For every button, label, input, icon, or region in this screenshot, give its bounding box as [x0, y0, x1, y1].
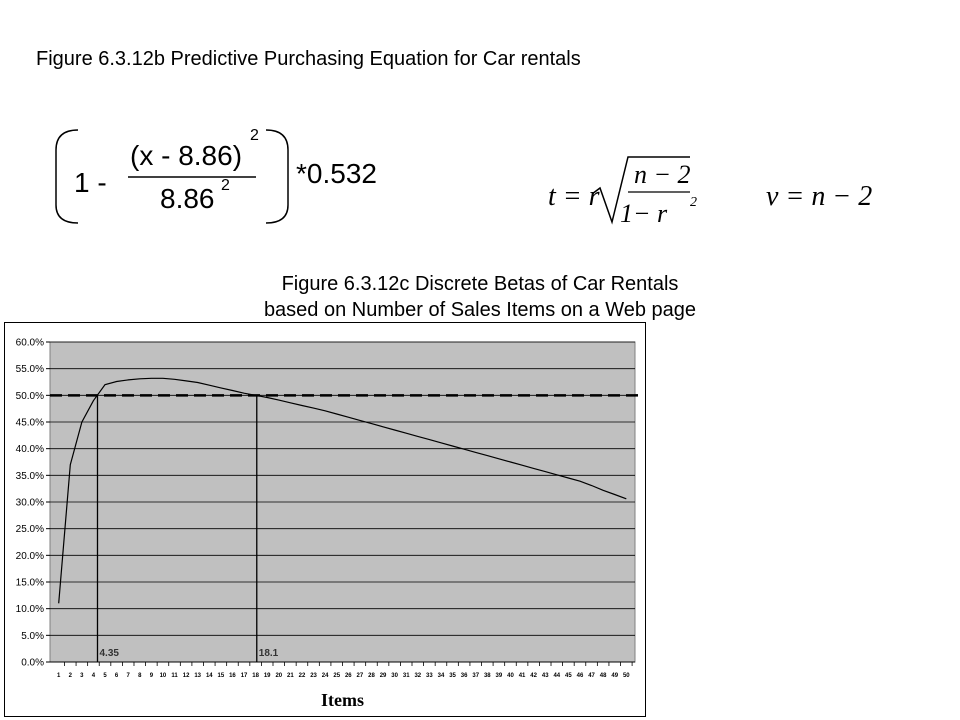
x-tick-label: 47: [588, 673, 595, 679]
x-tick-label: 43: [541, 673, 549, 679]
denominator-text: 8.86: [160, 183, 215, 214]
x-tick-label: 21: [287, 673, 294, 679]
x-tick-label: 49: [611, 673, 619, 679]
equation-figure-caption: Figure 6.3.12b Predictive Purchasing Equation for Car rentals: [36, 48, 581, 70]
v-equation: v = n − 2: [766, 181, 873, 212]
x-tick-label: 1: [57, 673, 61, 679]
x-tick-label: 20: [275, 673, 283, 679]
x-tick-label: 15: [217, 673, 225, 679]
t-equation-lhs: t = r: [548, 181, 600, 212]
multiplier-text: *0.532: [296, 158, 377, 189]
one-minus-text: 1 -: [74, 167, 107, 198]
x-tick-label: 45: [565, 673, 572, 679]
chart-title-line-1: Figure 6.3.12c Discrete Betas of Car Rentals: [281, 273, 679, 295]
numerator-text: (x - 8.86): [130, 140, 243, 171]
y-axis-ticks: [16, 338, 50, 669]
x-tick-label: 7: [126, 673, 130, 679]
x-tick-label: 38: [483, 673, 491, 679]
y-tick-label: 50.0%: [15, 390, 44, 402]
numerator-exponent: 2: [250, 127, 259, 144]
x-tick-label: 40: [507, 673, 514, 679]
denominator-exponent: 2: [221, 177, 230, 194]
x-tick-label: 37: [472, 673, 480, 679]
x-tick-label: 17: [240, 673, 248, 679]
x-tick-label: 32: [414, 673, 422, 679]
y-tick-label: 30.0%: [15, 497, 44, 509]
x-tick-label: 13: [194, 673, 202, 679]
x-tick-label: 30: [391, 673, 398, 679]
y-tick-label: 45.0%: [15, 417, 44, 429]
marker-label: 4.35: [99, 648, 119, 659]
marker-label: 18.1: [258, 648, 279, 659]
x-tick-label: 35: [449, 673, 456, 679]
x-tick-label: 46: [576, 673, 584, 679]
x-tick-label: 34: [437, 673, 445, 679]
x-tick-label: 4: [91, 673, 96, 679]
x-tick-label: 26: [344, 673, 352, 679]
x-tick-label: 8: [138, 673, 142, 679]
x-tick-label: 10: [159, 673, 167, 679]
chart-title-line-2: based on Number of Sales Items on a Web page: [263, 299, 697, 321]
x-tick-label: 18: [252, 673, 259, 679]
y-tick-label: 60.0%: [15, 337, 44, 349]
y-tick-label: 55.0%: [15, 364, 44, 376]
x-tick-label: 2: [68, 673, 72, 679]
y-tick-label: 35.0%: [15, 470, 44, 482]
x-axis-label: Items: [321, 690, 364, 710]
y-tick-label: 25.0%: [15, 524, 44, 536]
x-tick-label: 50: [622, 673, 630, 679]
x-tick-label: 16: [229, 673, 236, 679]
y-tick-label: 40.0%: [15, 444, 44, 456]
t-equation-denominator: 1− r: [620, 199, 668, 228]
x-tick-label: 25: [333, 673, 341, 679]
x-tick-label: 36: [460, 673, 468, 679]
x-tick-label: 11: [171, 673, 178, 679]
t-equation-numerator: n − 2: [634, 160, 691, 189]
x-tick-label: 24: [321, 673, 329, 679]
x-tick-label: 42: [530, 673, 537, 679]
x-tick-label: 9: [149, 673, 154, 679]
x-tick-label: 44: [553, 673, 561, 679]
y-tick-label: 20.0%: [15, 550, 44, 562]
x-tick-label: 27: [356, 673, 364, 679]
x-tick-label: 6: [114, 673, 119, 679]
x-tick-label: 5: [103, 673, 107, 679]
x-tick-label: 48: [599, 673, 607, 679]
x-tick-label: 23: [310, 673, 317, 679]
y-tick-label: 5.0%: [21, 630, 44, 642]
x-tick-label: 39: [495, 673, 503, 679]
t-equation-denominator-exponent: 2: [690, 195, 697, 210]
x-tick-label: 28: [368, 673, 375, 679]
x-tick-label: 19: [263, 673, 271, 679]
x-tick-label: 14: [205, 673, 213, 679]
x-tick-label: 22: [298, 673, 306, 679]
x-tick-label: 29: [379, 673, 387, 679]
y-tick-label: 0.0%: [21, 657, 44, 669]
y-tick-label: 10.0%: [15, 604, 44, 616]
x-tick-label: 33: [426, 673, 433, 679]
x-tick-label: 12: [182, 673, 190, 679]
x-axis-ticks: [50, 662, 635, 679]
x-tick-label: 31: [402, 673, 410, 679]
x-tick-label: 3: [80, 673, 84, 679]
x-tick-label: 41: [518, 673, 526, 679]
y-tick-label: 15.0%: [15, 577, 44, 589]
